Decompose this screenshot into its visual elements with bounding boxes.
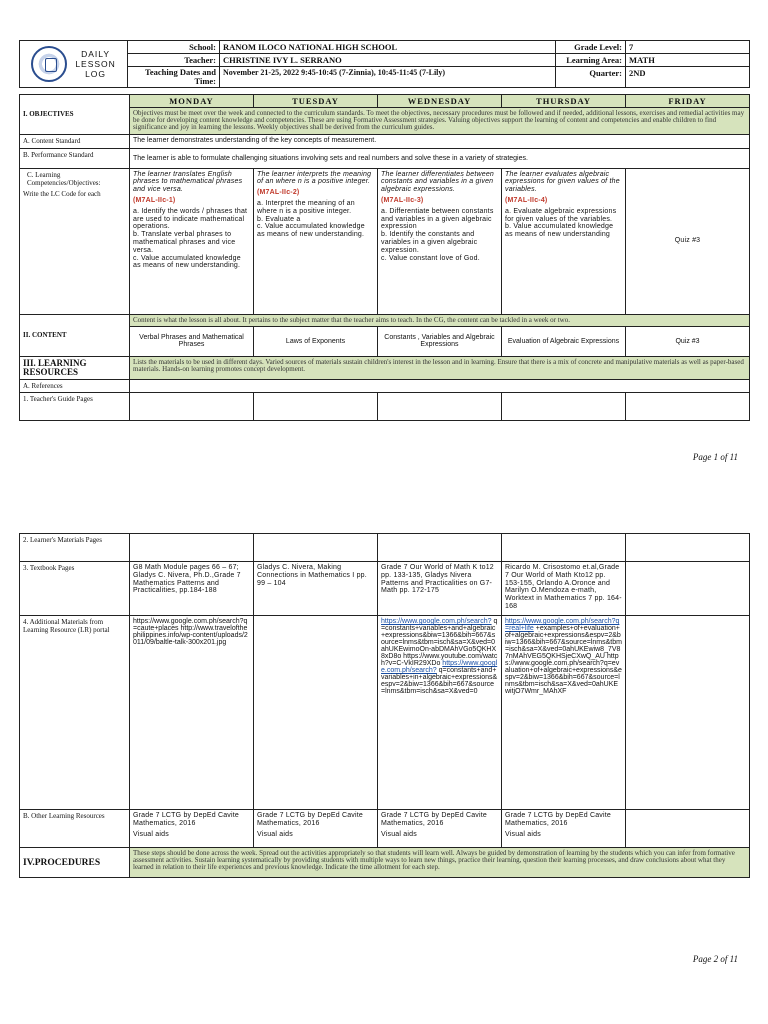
teachers-guide-wednesday [378, 392, 502, 420]
competency-code: (M7AL-IIc-1) [133, 197, 176, 204]
competency-main: The learner translates English phrases to mathematical phrases and vice versa. [133, 170, 243, 194]
competency-code: (M7AL-IIc-2) [257, 189, 300, 197]
list-item: a. Identify the words / phrases that are used to indicate mathematical operations. [133, 207, 248, 231]
list-item: a. Differentiate between constants and variables in a given algebraic expression [381, 207, 494, 231]
teachers-guide-friday [626, 392, 750, 420]
quarter-value: 2ND [626, 67, 750, 88]
other-monday-text: Grade 7 LCTG by DepEd Cavite Mathematics, 2016 [133, 812, 239, 827]
other-wednesday-text: Grade 7 LCTG by DepEd Cavite Mathematics, 2016 [381, 812, 487, 827]
content-monday: Verbal Phrases and Mathematical Phrases [130, 326, 254, 356]
additional-wednesday [378, 616, 502, 810]
learners-wednesday [378, 534, 502, 562]
deped-seal-icon [31, 46, 67, 82]
additional-friday [626, 616, 750, 810]
additional-materials-label: 4. Additional Materials from Learning Resource (LR) portal [20, 616, 130, 810]
other-thursday [502, 810, 626, 848]
content-wednesday: Constants , Variables and Algebraic Expressions [378, 326, 502, 356]
objectives-table [19, 94, 750, 421]
quarter-label: Quarter: [556, 67, 626, 88]
learners-thursday [502, 534, 626, 562]
list-item: b. Value accumulated knowledge as means of new understanding [505, 223, 614, 239]
other-tuesday [254, 810, 378, 848]
visual-aids-wednesday: Visual aids [381, 830, 417, 838]
textbook-tuesday: Gladys C. Nivera, Making Connections in Mathematics I pp. 99 – 104 [254, 562, 378, 616]
content-thursday: Evaluation of Algebraic Expressions [502, 326, 626, 356]
list-item: b. Evaluate a [257, 215, 301, 223]
performance-standard-value: The learner is able to formulate challenging situations involving sets and real numbers and solve these in a variety of strategies. [130, 148, 750, 168]
time-label: Teaching Dates and Time: [128, 67, 220, 88]
references-empty [130, 379, 750, 392]
learners-friday [626, 534, 750, 562]
competency-main: The learner differentiates between constants and variables in a given algebraic expressions. [381, 170, 495, 194]
teachers-guide-monday [130, 392, 254, 420]
other-tuesday-text: Grade 7 LCTG by DepEd Cavite Mathematics, 2016 [257, 812, 363, 827]
thursday-link-1[interactable]: https://www.google.com.ph/search?q=real+life [505, 618, 620, 632]
logo-cell [20, 41, 128, 88]
wednesday-text-1: q=constants+variables+and+algebraic+expressions&biw=1366&bih=667&source=lnms&tbm=isch&sa=X&ved=0ahUKEwimoOn-abDMAhVGo5QKHX8xD8o https://www.youtube.com/watch?v=C-VkIR29XDo [381, 618, 498, 667]
list-item: c. Value constant love of God. [381, 254, 480, 262]
thursday-text-1: +examples+of+evaluation+of+algebraic+expressions&espv=2&biw=1366&bih=667&source=lnms&tbm=isch&sa=X&ved=0ahUKEwiw8_7V87nMAhVEG5QKHSjeCXwQ_AU [505, 625, 622, 660]
textbook-thursday: Ricardo M. Crisostomo et.al,Grade 7 Our World of Math Kto12 pp. 153-155, Orlando A.Oronce and Marilyn O.Mendoza e-math, Worktext in Mathematics 7 pp. 164-168 [502, 562, 626, 616]
other-thursday-text: Grade 7 LCTG by DepEd Cavite Mathematics, 2016 [505, 812, 611, 827]
content-title: II. CONTENT [20, 314, 130, 356]
area-value: MATH [626, 54, 750, 67]
references-label: A. References [20, 379, 130, 392]
school-label: School: [128, 41, 220, 54]
competency-code: (M7AL-IIc-3) [381, 197, 424, 204]
day-monday: MONDAY [130, 95, 254, 108]
day-tuesday: TUESDAY [254, 95, 378, 108]
additional-monday: https://www.google.com.ph/search?q=caute+places http://www.travelofthephilippines.info/wp-content/uploads/2011/09/baltle-talk-300x201.jpg [130, 616, 254, 810]
page-number: Page 1 of 11 [692, 452, 738, 462]
wednesday-text-2: q=constants+and+variables+in+algebraic+expressions&espv=2&biw=1366&bih=667&source=lnms&tbm=isch&sa=X&ved=0 [381, 667, 498, 695]
page-2 [0, 478, 768, 1024]
resources-note: Lists the materials to be used in different days. Varied sources of materials sustain children's interest in the lesson and in learning. Ensure that there is a mix of concrete and manipulative materials as well as paper-based materials. Hands-on learning promotes concept development. [130, 356, 750, 379]
page-number: Page 2 of 11 [692, 954, 738, 964]
teacher-label: Teacher: [128, 54, 220, 67]
list-item: a. Evaluate algebraic expressions for given values of the variables. [505, 207, 617, 223]
competencies-label-cell [20, 168, 130, 314]
wednesday-link-2[interactable]: https://www.google.com.ph/search? [381, 660, 498, 674]
textbook-label: 3. Textbook Pages [20, 562, 130, 616]
page-1 [0, 0, 768, 478]
textbook-friday [626, 562, 750, 616]
wednesday-link-1[interactable]: https://www.google.com.ph/search? [381, 618, 492, 625]
grade-value: 7 [626, 41, 750, 54]
competency-code: (M7AL-IIc-4) [505, 197, 548, 204]
performance-standard-label: B. Performance Standard [20, 148, 130, 168]
learners-tuesday [254, 534, 378, 562]
school-value: RANOM ILOCO NATIONAL HIGH SCHOOL [220, 41, 556, 54]
procedures-title: IV.PROCEDURES [20, 848, 130, 878]
visual-aids-tuesday: Visual aids [257, 830, 293, 838]
competency-wednesday [378, 168, 502, 314]
time-value: November 21-25, 2022 9:45-10:45 (7-Zinnia), 10:45-11:45 (7-Lily) [220, 67, 556, 88]
content-note: Content is what the lesson is all about. It pertains to the subject matter that the teacher aims to teach. In the CG, the content can be tackled in a week or two. [130, 314, 750, 326]
competency-thursday [502, 168, 626, 314]
learners-monday [130, 534, 254, 562]
grade-label: Grade Level: [556, 41, 626, 54]
other-monday [130, 810, 254, 848]
content-friday: Quiz #3 [626, 326, 750, 356]
resources-title: III. LEARNING RESOURCES [20, 356, 130, 379]
objectives-note: Objectives must be meet over the week and connected to the curriculum standards. To meet the objectives, necessary procedures must be followed and if needed, additional lessons, exercises and remedial activities may be done for developing content knowledge and competencies. These are using Formative Assessment strategies. Valuing objectives support the learning of content and competencies and enable children to find significance and joy in learning the lessons. Weekly objectives shall be derived from the curriculum guides. [130, 108, 750, 135]
teachers-guide-thursday [502, 392, 626, 420]
content-tuesday: Laws of Exponents [254, 326, 378, 356]
procedures-note: These steps should be done across the week. Spread out the activities appropriately so that students will learn well. Always be guided by demonstration of learning by the students which you can infer from formative assessment activities. Sustain learning systematically by providing students with multiple ways to learn new things, practice their learning, question their learning processes, and draw conclusions about what they learned in relation to their life experiences and previous knowledge. Indicate the time allotment for each step. [130, 848, 750, 878]
additional-thursday [502, 616, 626, 810]
teachers-guide-label: 1. Teacher's Guide Pages [20, 392, 130, 420]
learners-materials-label: 2. Learner's Materials Pages [20, 534, 130, 562]
list-item: a. Interpret the meaning of an where n is a positive integer. [257, 200, 355, 215]
header-table [19, 40, 750, 88]
competency-main: The learner evaluates algebraic expressions for given values of the variables. [505, 170, 620, 194]
area-label: Learning Area: [556, 54, 626, 67]
other-wednesday [378, 810, 502, 848]
teachers-guide-tuesday [254, 392, 378, 420]
dll-title: DAILY LESSON LOG [75, 49, 116, 79]
additional-tuesday [254, 616, 378, 810]
textbook-wednesday: Grade 7 Our World of Math K to12 pp. 133-135, Gladys Nivera Patterns and Practicalities on G7- Math pp. 172-175 [378, 562, 502, 616]
list-item: c. Value accumulated knowledge as means of new understanding. [257, 223, 365, 239]
visual-aids-thursday: Visual aids [505, 830, 541, 838]
textbook-monday: G8 Math Module pages 66 – 67; Gladys C. Nivera, Ph.D.,Grade 7 Mathematics Patterns and Practicalities, pp.184-188 [130, 562, 254, 616]
list-item: b. Translate verbal phrases to mathematical phrases and vice versa. [133, 231, 236, 254]
competency-main: The learner interprets the meaning of an where n is a positive integer. [257, 170, 372, 186]
day-friday: FRIDAY [626, 95, 750, 108]
competency-tuesday [254, 168, 378, 314]
competencies-sublabel: Write the LC Code for each [23, 189, 101, 198]
content-standard-label: A. Content Standard [20, 134, 130, 148]
competency-friday: Quiz #3 [626, 168, 750, 314]
teacher-value: CHRISTINE IVY L. SERRANO [220, 54, 556, 67]
content-standard-value: The learner demonstrates understanding of the key concepts of measurement. [130, 134, 750, 148]
day-wednesday: WEDNESDAY [378, 95, 502, 108]
competencies-label: C. Learning Competencies/Objectives: [27, 170, 101, 187]
resources-table [19, 533, 750, 878]
day-thursday: THURSDAY [502, 95, 626, 108]
other-resources-label: B. Other Learning Resources [20, 810, 130, 848]
list-item: c. Value accumulated knowledge as means of new understanding. [133, 254, 241, 270]
list-item: b. Identify the constants and variables in a given algebraic expression. [381, 231, 478, 254]
objectives-title: I. OBJECTIVES [20, 95, 130, 135]
other-friday [626, 810, 750, 848]
competency-monday [130, 168, 254, 314]
thursday-text-2: https://www.google.com.ph/search?q=evaluation+of+algebraic+expressions&espv=2&biw=1366&bih=667&source=lnms&tbm=isch&sa=X&ved=0ahUKEwitjO7Wmr_MAhXF [505, 653, 622, 695]
visual-aids-monday: Visual aids [133, 830, 169, 838]
